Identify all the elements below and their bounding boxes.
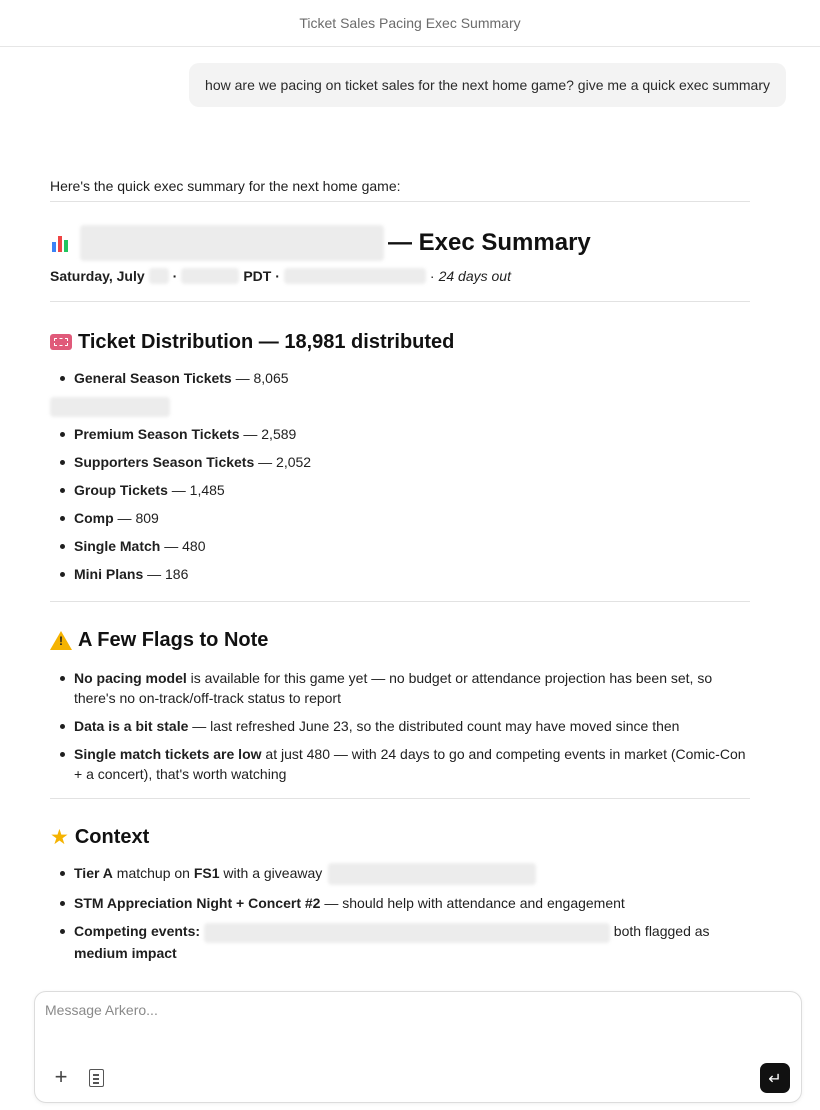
item-label: Single match tickets are low [74,746,262,762]
list-item [50,532,750,560]
item-value: — 8,065 [231,370,289,386]
divider [50,798,750,799]
distribution-heading-text: Ticket Distribution — 18,981 distributed [78,331,455,353]
item-label: Mini Plans [74,566,144,582]
item-label: No pacing model [74,670,187,686]
assistant-response [50,170,750,971]
flags-heading-text: A Few Flags to Note [78,629,269,651]
redacted-date [149,268,169,284]
redacted-giveaway [328,863,536,885]
list-item [50,863,750,885]
send-button[interactable] [760,1063,790,1093]
item-label: Tier A [74,865,113,881]
redacted-time [181,268,239,284]
item-value: — 2,589 [239,426,297,442]
divider [50,201,750,202]
list-item [50,364,750,392]
separator: · [172,268,178,284]
list-item [50,744,750,784]
item-label: Comp [74,510,114,526]
context-heading-text: Context [74,826,150,848]
redacted-venue [284,268,426,284]
days-out: 24 days out [438,268,511,284]
item-label: Group Tickets [74,482,168,498]
redacted-matchup-name [80,225,384,261]
item-label: Single Match [74,538,161,554]
message-composer[interactable] [34,991,802,1103]
summary-title-suffix: — Exec Summary [388,229,591,256]
summary-title [50,225,750,261]
item-label: General Season Tickets [74,370,232,386]
conversation-title-bar [0,0,820,47]
item-label: STM Appreciation Night + Concert #2 [74,895,321,912]
list-item [50,392,750,420]
item-label: Competing events: [74,923,201,940]
flags-heading [50,626,750,654]
list-item [50,921,750,962]
item-label: medium impact [74,944,177,961]
document-icon[interactable] [89,1069,104,1087]
ticket-icon [50,334,72,350]
item-text: — last refreshed June 23, so the distributed count may have moved since then [188,718,680,734]
list-item [50,504,750,532]
item-value: — 2,052 [254,454,312,470]
plus-icon[interactable]: + [54,1064,68,1089]
distribution-heading [50,328,750,356]
redacted-events [204,923,610,943]
list-item [50,716,750,736]
item-label: Data is a bit stale [74,718,189,734]
response-intro: Here's the quick exec summary for the next home game: [50,178,401,194]
flags-list [50,668,750,784]
game-timezone: PDT · [243,268,280,284]
message-input[interactable]: Message Arkero... [45,1002,158,1018]
list-item [50,560,750,588]
divider [50,601,750,602]
item-value: — 809 [113,510,159,526]
item-text: is available for this game yet — no budget or attendance projection has been set, so there's no on-track/off-track status to report [74,670,713,706]
game-details-line [50,265,750,287]
list-item [50,448,750,476]
item-label: Premium Season Tickets [74,426,240,442]
list-item [50,893,750,913]
context-list [50,863,750,963]
item-text: — should help with attendance and engagement [320,895,625,912]
user-message-text: how are we pacing on ticket sales for the next home game? give me a quick exec summary [205,77,770,93]
separator: · [429,268,435,284]
conversation-title: Ticket Sales Pacing Exec Summary [299,15,521,31]
list-item [50,420,750,448]
redacted-line [50,397,170,417]
item-value: — 186 [143,566,189,582]
bar-chart-icon [50,232,72,254]
item-value: — 1,485 [167,482,225,498]
item-label: Supporters Season Tickets [74,454,255,470]
user-message-bubble [189,63,786,107]
glowing-star-icon: ★ [50,825,69,849]
game-date: Saturday, July [50,268,145,284]
item-text: matchup on [112,865,194,881]
warning-icon: ! [50,631,72,650]
item-value: — 480 [160,538,206,554]
divider [50,301,750,302]
list-item [50,668,750,708]
send-icon: ↵ [768,1068,782,1088]
distribution-list [50,364,750,588]
list-item [50,476,750,504]
item-text: both flagged as [609,923,710,940]
item-text: at just 480 — with 24 days to go and competing events in market (Comic-Con + a concert), that's worth watching [74,746,746,782]
item-label: FS1 [193,865,220,881]
context-heading [50,823,750,851]
item-text: with a giveaway [219,865,323,881]
